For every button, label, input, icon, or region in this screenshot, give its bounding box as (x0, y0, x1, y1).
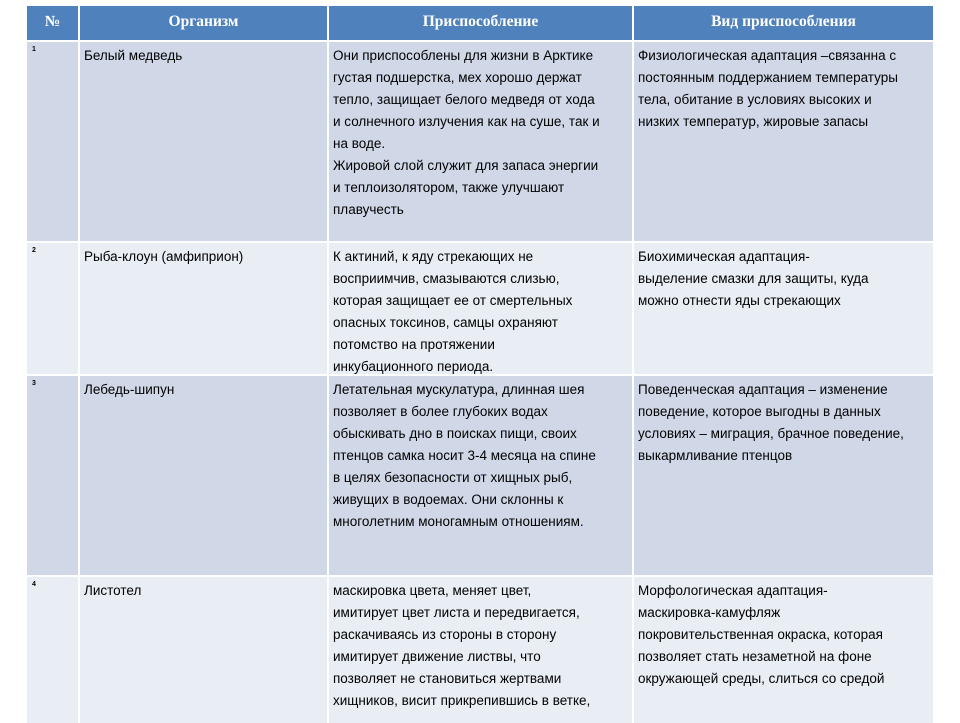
organism-name: Листотел (80, 577, 327, 723)
text-line: птенцов самка носит 3-4 месяца на спине (333, 448, 596, 463)
text-line: Морфологическая адаптация- (638, 583, 828, 598)
text-line: условиях – миграция, брачное поведение, (638, 426, 904, 441)
text-line: Они приспособлены для жизни в Арктике (333, 48, 594, 63)
text-line: Летательная мускулатура, длинная шея (333, 382, 585, 397)
header-type: Вид приспособления (634, 6, 933, 40)
header-num: № (27, 6, 78, 40)
text-line: многолетним моногамным отношениям. (333, 514, 584, 529)
adaptation-type (634, 42, 933, 241)
adaptation-table (27, 6, 927, 717)
text-line: постоянным поддержанием температуры (638, 70, 898, 85)
text-line: поведение, которое выгодны в данных (638, 404, 881, 419)
adaptation-description (329, 577, 632, 723)
text-line: хищников, висит прикрепившись в ветке, (333, 693, 591, 708)
adaptation-description (329, 376, 632, 575)
adaptation-type (634, 376, 933, 575)
text-line: опасных токсинов, самцы охраняют (333, 315, 558, 330)
header-adaptation: Приспособление (329, 6, 632, 40)
text-line: имитирует цвет листа и передвигается, (333, 605, 580, 620)
organism-name: Рыба-клоун (амфиприон) (80, 243, 327, 374)
row-number: 4 (27, 577, 78, 723)
text-line: позволяет не становиться жертвами (333, 671, 562, 686)
text-line: тепло, защищает белого медведя от хода (333, 92, 595, 107)
adaptation-description (329, 42, 632, 241)
text-line: инкубационного периода. (333, 359, 494, 374)
text-line: маскировка цвета, меняет цвет, (333, 583, 532, 598)
text-line: плавучесть (333, 202, 404, 217)
text-line: густая подшерстка, мех хорошо держат (333, 70, 582, 85)
text-line: низких температур, жировые запасы (638, 114, 869, 129)
text-line: потомство на протяжении (333, 337, 495, 352)
text-line: в целях безопасности от хищных рыб, (333, 470, 573, 485)
text-line: и солнечного излучения как на суше, так и (333, 114, 600, 129)
adaptation-description (329, 243, 632, 374)
text-line: Поведенческая адаптация – изменение (638, 382, 888, 397)
text-line: позволяет в более глубоких водах (333, 404, 548, 419)
text-line: на воде. (333, 136, 386, 151)
organism-name: Белый медведь (80, 42, 327, 241)
text-line: Жировой слой служит для запаса энергии (333, 158, 599, 173)
text-line: позволяет стать незаметной на фоне (638, 649, 872, 664)
text-line: обыскивать дно в поисках пищи, своих (333, 426, 577, 441)
text-line: выкармливание птенцов (638, 448, 793, 463)
text-line: имитирует движение листвы, что (333, 649, 541, 664)
row-number: 3 (27, 376, 78, 575)
header-organism: Организм (80, 6, 327, 40)
row-number: 2 (27, 243, 78, 374)
text-line: окружающей среды, слиться со средой (638, 671, 885, 686)
text-line: К актиний, к яду стрекающих не (333, 249, 534, 264)
text-line: тела, обитание в условиях высоких и (638, 92, 872, 107)
text-line: маскировка-камуфляж (638, 605, 781, 620)
text-line: выделение смазки для защиты, куда (638, 271, 869, 286)
text-line: Физиологическая адаптация –связанна с (638, 48, 897, 63)
adaptation-type (634, 243, 933, 374)
text-line: и теплоизолятором, также улучшают (333, 180, 565, 195)
adaptation-type (634, 577, 933, 723)
text-line: живущих в водоемах. Они склонны к (333, 492, 564, 507)
text-line: раскачиваясь из стороны в сторону (333, 627, 557, 642)
text-line: можно отнести яды стрекающих (638, 293, 841, 308)
row-number: 1 (27, 42, 78, 241)
text-line: покровительственная окраска, которая (638, 627, 883, 642)
text-line: которая защищает ее от смертельных (333, 293, 573, 308)
organism-name: Лебедь-шипун (80, 376, 327, 575)
text-line: восприимчив, смазываются слизью, (333, 271, 560, 286)
text-line: Биохимическая адаптация- (638, 249, 810, 264)
